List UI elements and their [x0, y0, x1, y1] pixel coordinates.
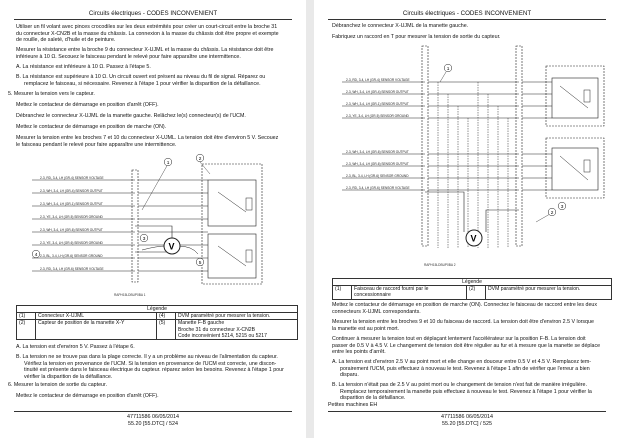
- callout-1: [444, 64, 452, 72]
- result-b: B. La tension n'était pas de 2.5 V au point mort ou le changement de tension n'est fait de manière irrégulière.: [332, 382, 587, 388]
- paragraph: Mettez le contacteur de démarrage en position d'arrêt (OFF).: [16, 393, 159, 399]
- callout-2: [196, 154, 204, 162]
- voltmeter: [466, 230, 482, 246]
- legend-table: [16, 305, 298, 340]
- result-a-cont: porairement l'UCM, puis effectuez à nouveau le test. Revenez à l'étape 1 afin de vérifier que l'erreur a bien: [340, 365, 590, 372]
- figure-caption: RAPH15LDBUP0BA 2: [424, 263, 456, 267]
- callout-3: [140, 234, 148, 242]
- left-page: [0, 0, 306, 438]
- footer-page-number: 55.20 [55.DTC] / 525: [441, 421, 493, 427]
- connector-block: [132, 164, 262, 284]
- wire-label: 2-3, WH, 3-4, LH (GR-4) SENSOR OUTPUT: [346, 89, 409, 94]
- page-header: Circuits électriques - CODES INCONVENIENT: [402, 10, 532, 17]
- footer-rule: [328, 411, 606, 412]
- voltmeter: [164, 238, 180, 254]
- paragraph: Mettez le contacteur de démarrage en position d'arrêt (OFF).: [16, 102, 159, 108]
- callout-1: [164, 158, 172, 166]
- result-b-cont: disparition de la défaillance.: [340, 395, 406, 401]
- paragraph: la manette est au point mort.: [332, 325, 400, 332]
- result-a-cont: disparu.: [340, 372, 359, 378]
- svg-text:1: 1: [166, 160, 170, 166]
- paragraph: Débranchez le connecteur X-UJML de la manette gauche. Relâchez le(s) connecteur(s) de l'UCM.: [16, 113, 246, 119]
- wiring-diagram-tee: [336, 42, 612, 270]
- wire-label: 2-3, RD, 3-4, LH (GR-4) SENSOR VOLTAGE: [40, 175, 104, 180]
- paragraph: Continuer à mesurer la tension tout en déplaçant lentement l'accélérateur sur la position F-B. La tension doit: [332, 336, 586, 342]
- legend-row: (1) Faisceau de raccord fourni par le concessionnaire (2) DVM paramétré pour mesurer la tension.: [333, 286, 612, 299]
- legend-table: [332, 278, 612, 300]
- wire-label: 2-3, BL, 3-4, LH (GR-6) SENSOR GROUND: [346, 173, 409, 178]
- paragraph: Mettez le contacteur de démarrage en position de marche (ON). Connectez le faisceau de raccord entre les deux: [332, 302, 597, 308]
- result-b-cont: vérifier la disparition de la défaillance.: [24, 373, 113, 380]
- paragraph: passer de 0.5 V à 4.5 V. Le changement de tension doit être régulier au fur et à mesure que la manette se déplace: [332, 342, 601, 349]
- probe-leads: [425, 72, 550, 232]
- paragraph: le faisceau pendant le relevé pour faire apparaître une intermittence.: [16, 141, 177, 148]
- step-5: 5. Mesurer la tension vers le capteur.: [8, 91, 95, 97]
- figure-caption: RAPH15LDBUP0BA 1: [114, 293, 146, 297]
- paragraph: inférieure à 10 Ω. Secouez le faisceau pendant le relevé pour faire apparaître une intermittence.: [16, 53, 241, 60]
- result-b: B. La tension ne se trouve pas dans la plage correcte. Il y a un problème au niveau de l'alimentation du capteur.: [16, 354, 278, 360]
- voltmeter-symbol: V: [470, 233, 477, 244]
- header-rule: [328, 19, 606, 20]
- wire-label: 2-3, YE, 3-4, LH (GR-5) SENSOR GROUND: [40, 214, 103, 219]
- footer-rule: [14, 411, 292, 412]
- paragraph: connecteurs X-UJML correspondants.: [332, 308, 421, 315]
- svg-text:3: 3: [142, 236, 146, 242]
- wire-label: 2-3, WH, 3-4, LH (GR-4) SENSOR OUTPUT: [40, 188, 103, 193]
- wire-label: 2-3, BL, 3-4, LH (GR-6) SENSOR GROUND: [40, 253, 103, 258]
- result-a: A. La tension est d'environ 5 V. Passez à l'étape 6.: [16, 344, 135, 350]
- paragraph: entre les points d'arrêt.: [332, 349, 386, 355]
- right-page: [314, 0, 620, 438]
- svg-text:2: 2: [550, 210, 554, 216]
- wire-label: 2-3, WH, 3-4, LH (GR-1) SENSOR OUTPUT: [40, 201, 103, 206]
- step-6: 6. Mesurer la tension de sortie du capteur.: [8, 382, 107, 388]
- result-b-cont: tinuité est présente dans le faisceau électrique du capteur. réparez selon les besoins. Revenez à l'étape 1 pour: [24, 367, 284, 373]
- section-tail: Petites machines EH: [328, 401, 378, 408]
- wire-label: 2-3, WH, 3-4, LH (GR-6) SENSOR OUTPUT: [346, 149, 409, 154]
- paragraph: Utiliser un fil volant avec pinces crocodiles sur les deux extrémités pour créer un court-circuit entre la broche 31: [16, 24, 278, 30]
- voltmeter-symbol: V: [168, 241, 175, 252]
- paragraph: du connecteur X-CN2B et la masse du châssis. La connexion à la masse du châssis doit être propre et exempte: [16, 30, 279, 37]
- header-rule: [14, 19, 292, 20]
- paragraph: Mesurer la tension entre les broches 9 et 10 du faisceau de raccord. La tension doit être d'environ 2.5 V lorsque: [332, 319, 594, 325]
- option-b-cont: remplacez le faisceau, si nécessaire. Revenez à l'étape 1 pour vérifier la disparition de la défaillance.: [24, 80, 261, 87]
- legend-title: Légende: [17, 306, 298, 313]
- svg-text:5: 5: [198, 260, 202, 266]
- paragraph: de rouille, de saleté, d'huile et de peinture.: [16, 37, 116, 43]
- wire-label: 2-3, YE, 3-4, LH (GR-6) SENSOR GROUND: [40, 240, 103, 245]
- option-a: A. La résistance est inférieure à 10 Ω. Passez à l'étape 5.: [16, 64, 151, 70]
- paragraph: Débranchez le connecteur X-UJML de la manette gauche.: [332, 23, 469, 29]
- wiring-diagram: [22, 150, 292, 300]
- svg-text:3: 3: [560, 204, 564, 210]
- paragraph: Mesurer la tension entre les broches 7 et 10 du connecteur X-UJML. La tension doit être d'environ 5 V. Secouez: [16, 135, 279, 141]
- callout-5: [196, 258, 204, 266]
- result-b-cont: Remplacez temporairement la manette puis effectuez à nouveau le test. Revenez à l'étape 1 pour vérifier la: [340, 388, 592, 395]
- wire-label: 2-3, WH, 3-4, LH (GR-1) SENSOR OUTPUT: [346, 101, 409, 106]
- callout-3: [558, 202, 566, 210]
- result-a: A. La tension est d'environ 2.5 V au point mort et elle change en douceur entre 0.5 V et 4.5 V. Remplacez tem-: [332, 359, 592, 365]
- paragraph: Fabriquez un raccord en T pour mesurer la tension de sortie du capteur.: [332, 34, 501, 40]
- paragraph: Mesurer la résistance entre la broche 9 du connecteur X-UJML et la masse du châssis. La résistance doit être: [16, 47, 274, 53]
- wire-label: 2-3, RD, 3-4, LH (GR-6) SENSOR VOLTAGE: [40, 266, 104, 271]
- page-gutter: [306, 0, 314, 438]
- footer-doc-id: 47711586 06/05/2014: [440, 414, 494, 420]
- paragraph: Mettez le contacteur de démarrage en position de marche (ON).: [16, 124, 167, 130]
- page-header: Circuits électriques - CODES INCONVENIENT: [88, 10, 218, 17]
- svg-text:1: 1: [446, 66, 450, 72]
- svg-text:4: 4: [34, 252, 38, 258]
- footer-doc-id: 47711586 06/05/2014: [126, 414, 180, 420]
- wire-label: 2-3, RD, 3-4, LH (GR-4) SENSOR VOLTAGE: [346, 77, 410, 82]
- legend-row: (1) Connecteur X-UJML (4) DVM paramétré pour mesurer la tension.: [17, 313, 298, 320]
- legend-row: (2) Capteur de position de la manette X-Y (5) Manette F-B gauche Broche 31 du connecteur X-CN2B Code inconvénient 5214, 5215 ou 5217: [17, 320, 298, 340]
- option-b: B. La résistance est supérieure à 10 Ω. Un circuit ouvert est présent au niveau du fil de signal. Réparez ou: [16, 74, 266, 80]
- legend-title: Légende: [333, 279, 612, 286]
- wire-label: 2-3, WH, 3-4, LH (GR-6) SENSOR OUTPUT: [40, 227, 103, 232]
- wire-label: 2-3, YE, 3-4, LH (GR-5) SENSOR GROUND: [346, 113, 409, 118]
- connector-blocks: [422, 46, 604, 246]
- footer-page-number: 55.20 [55.DTC] / 524: [127, 421, 179, 427]
- result-b-cont: Vérifiez la tension en provenance de l'UCM. Si la tension en provenance de l'UCM est correcte, une discon-: [24, 360, 277, 367]
- wire-label: 2-3, WH, 3-4, LH (GR-6) SENSOR OUTPUT: [346, 161, 409, 166]
- wire-label: 2-3, RD, 3-4, LH (GR-6) SENSOR VOLTAGE: [346, 185, 410, 190]
- svg-text:2: 2: [198, 156, 202, 162]
- callout-4: [32, 250, 40, 258]
- callout-2: [548, 208, 556, 216]
